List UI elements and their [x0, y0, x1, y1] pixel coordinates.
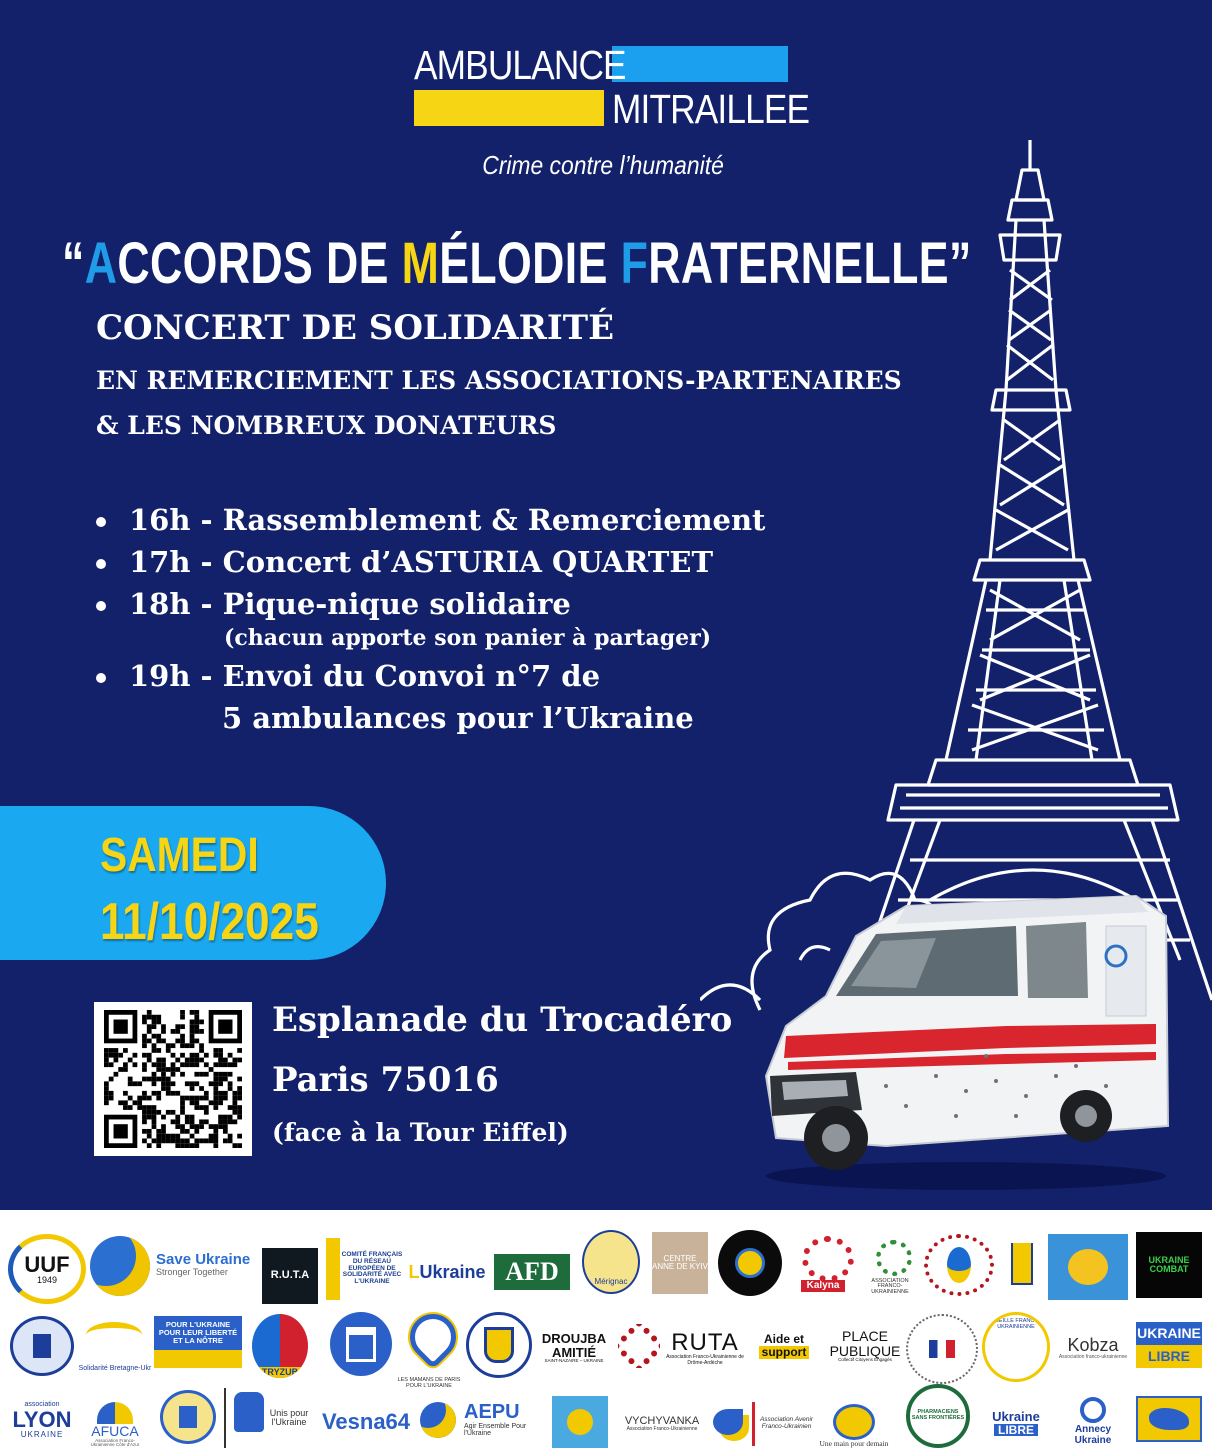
partner-logo-building [330, 1312, 392, 1376]
bird-icon [86, 1322, 142, 1348]
fan-icon [97, 1402, 133, 1424]
event-day: SAMEDI [100, 829, 259, 882]
ambulance-mitraillee-logo [414, 40, 810, 132]
partner-logo-unis: Unis pour l'Ukraine [224, 1388, 310, 1448]
partner-logo-ruta: R.U.T.A [262, 1248, 318, 1304]
venue-city: Paris 75016 [272, 1060, 499, 1100]
partner-logo-kalyna: Kalyna [790, 1226, 856, 1296]
heart-icon [400, 1310, 462, 1370]
venue-name: Esplanade du Trocadéro [272, 1000, 733, 1040]
bullet-icon [96, 517, 106, 527]
partner-logo-ornament-red [618, 1324, 660, 1368]
building-icon [346, 1327, 376, 1362]
sunflower-icon [567, 1409, 593, 1435]
schedule-item-text: 19h - Envoi du Convoi n°7 de [129, 659, 601, 693]
logo-blue-bar [612, 46, 788, 82]
bullet-icon [96, 601, 106, 611]
partner-logo-kobza: Kobza Association franco-ukrainienne [1058, 1334, 1128, 1360]
partner-logo-mamans: LES MAMANS DE PARIS POUR L'UKRAINE [396, 1310, 462, 1390]
tree-icon [735, 1248, 765, 1278]
partner-logo-dove [706, 1396, 750, 1448]
partner-logo-avenir: Association Avenir Franco-Ukrainien [752, 1402, 818, 1446]
flower-icon [876, 1240, 912, 1276]
partner-logo-emblem [160, 1390, 216, 1444]
sun-icon [1068, 1249, 1108, 1285]
schedule-note-text: (chacun apporte son panier à partager) [224, 625, 712, 651]
partner-logo-sunflower [552, 1396, 608, 1448]
event-date: 11/10/2025 [100, 893, 319, 951]
partner-logo-aide-support: Aide et support [744, 1324, 824, 1368]
venue-note: (face à la Tour Eiffel) [272, 1118, 569, 1147]
partner-logo-pharmaciens: PHARMACIENS SANS FRONTIÈRES [906, 1384, 970, 1448]
partner-logo-ukraine-libre: UKRAINE LIBRE [1136, 1312, 1202, 1378]
tagline: Crime contre l’humanité [482, 150, 724, 180]
partner-logo-ukraine-libre-2: Ukraine LIBRE [992, 1408, 1040, 1437]
logo-word-mitraillee: MITRAILLEE [612, 86, 810, 132]
berries-icon [802, 1236, 854, 1282]
partner-logo-ornament [924, 1234, 994, 1296]
logo-word-ambulance: AMBULANCE [414, 42, 626, 88]
partner-logo-association-franco-ukrainienne: ASSOCIATION FRANCO-UKRAINIENNE [862, 1226, 918, 1296]
shield-icon [484, 1327, 514, 1363]
partner-logo-trident [1004, 1232, 1040, 1296]
event-donors-line: & LES NOMBREUX DONATEURS [96, 411, 557, 440]
date-banner [0, 806, 386, 960]
partner-logo-annecy-ukraine: Annecy Ukraine [1058, 1390, 1128, 1446]
qr-code[interactable] [94, 1002, 252, 1156]
emblem-icon [179, 1406, 197, 1428]
title-word-accords: CCORDS DE [117, 231, 402, 296]
partner-logo-map [1136, 1396, 1202, 1442]
partner-logo-centre-anne-de-kyiv: CENTRE ANNE DE KYIV [652, 1232, 708, 1294]
qr-code-pattern [104, 1010, 242, 1148]
logo-yellow-bar [414, 90, 604, 126]
damaged-ambulance-image [756, 876, 1176, 1196]
event-title [62, 230, 972, 297]
partner-logos-strip [0, 1212, 1212, 1448]
partner-logo-blue-seal [10, 1316, 74, 1376]
heart-icon [90, 1236, 150, 1296]
schedule-item-text: 18h - Pique-nique solidaire [129, 587, 571, 621]
ornament-icon [618, 1324, 660, 1368]
ornament-icon [947, 1247, 971, 1283]
bullet-icon [96, 673, 106, 683]
partner-logo-abeille: ABEILLE FRANCO-UKRAINIENNE [982, 1312, 1050, 1382]
partner-logo-une-main: Une main pour demain [814, 1388, 894, 1448]
partner-logo-tryzub: TRYZUB [252, 1314, 308, 1378]
hand-icon [833, 1404, 875, 1440]
partner-logo-afuca: AFUCA Association Franco-Ukrainienne Côte d'Azur [84, 1384, 146, 1448]
partner-logo-lyon-ukraine: association LYON UKRAINE [12, 1400, 72, 1440]
partner-logo-vesna: Vesna64 [321, 1409, 411, 1435]
title-initial-m: M [401, 231, 440, 296]
event-subtitle: CONCERT DE SOLIDARITÉ [96, 308, 614, 348]
partner-logo-pour-ukraine: POUR L'UKRAINE POUR LEUR LIBERTÉ ET LA NÔTRE [154, 1316, 242, 1368]
event-thanks-line: EN REMERCIEMENT LES ASSOCIATIONS-PARTENAIRES [96, 366, 902, 395]
partner-logo-flags-seal [906, 1314, 978, 1384]
person-icon [1080, 1397, 1106, 1423]
title-initial-a: A [84, 231, 118, 296]
title-word-fraternelle: RATERNELLE [648, 231, 949, 296]
title-open-quote: “ [62, 231, 85, 296]
partner-logo-france-ukraine [1048, 1234, 1128, 1300]
hand-icon [234, 1392, 264, 1432]
trident-icon [1011, 1243, 1033, 1285]
partner-logo-lukraine: L Ukraine [408, 1261, 486, 1282]
partner-logo-place-publique: PLACE PUBLIQUE Collectif Citoyens Engagés [829, 1327, 901, 1363]
bullet-icon [96, 559, 106, 569]
handshake-icon [420, 1402, 456, 1438]
partner-logo-uuf: UUF 1949 [8, 1234, 86, 1304]
partner-logo-droujba: DROUJBA AMITIÉ SAINT-NAZAIRE – UKRAINE [541, 1331, 607, 1364]
partner-logo-tree [718, 1230, 782, 1296]
partner-logo-vychyvanka: VYCHYVANKA Association Franco-Ukrainienne [624, 1414, 700, 1433]
partner-logo-merignac: Mérignac [582, 1230, 640, 1294]
title-close-quote: ” [948, 231, 972, 296]
schedule-continuation-text: 5 ambulances pour l’Ukraine [222, 701, 694, 735]
title-initial-f: F [620, 231, 649, 296]
partner-logo-ruta-drome: RUTA Association Franco-Ukrainienne de Drôme-Ardèche [666, 1329, 744, 1366]
partner-logo-ukraine-combat: UKRAINE COMBAT [1136, 1232, 1202, 1298]
partner-logo-solidarite-bretagne: Solidarité Bretagne-Ukr [78, 1310, 152, 1376]
partner-logo-save-ukraine: Save Ukraine Stronger Together [90, 1232, 258, 1304]
title-word-melodie: ÉLODIE [439, 231, 621, 296]
dove-icon [713, 1409, 743, 1435]
partner-logo-aepu: AEPU Agir Ensemble Pour l'Ukraine [418, 1396, 548, 1444]
partner-logo-coat-of-arms [466, 1312, 532, 1378]
schedule-item-text: 17h - Concert d’ASTURIA QUARTET [129, 545, 714, 579]
flag-icon [929, 1340, 955, 1358]
map-icon [1149, 1408, 1189, 1430]
trident-icon [33, 1334, 51, 1358]
partner-logo-comite: COMITÉ FRANÇAIS DU RÉSEAU EUROPÉEN DE SOLIDARITÉ AVEC L'UKRAINE [326, 1238, 404, 1300]
partner-logo-afd: AFD [494, 1254, 570, 1290]
schedule-item-text: 16h - Rassemblement & Remerciement [129, 503, 766, 537]
